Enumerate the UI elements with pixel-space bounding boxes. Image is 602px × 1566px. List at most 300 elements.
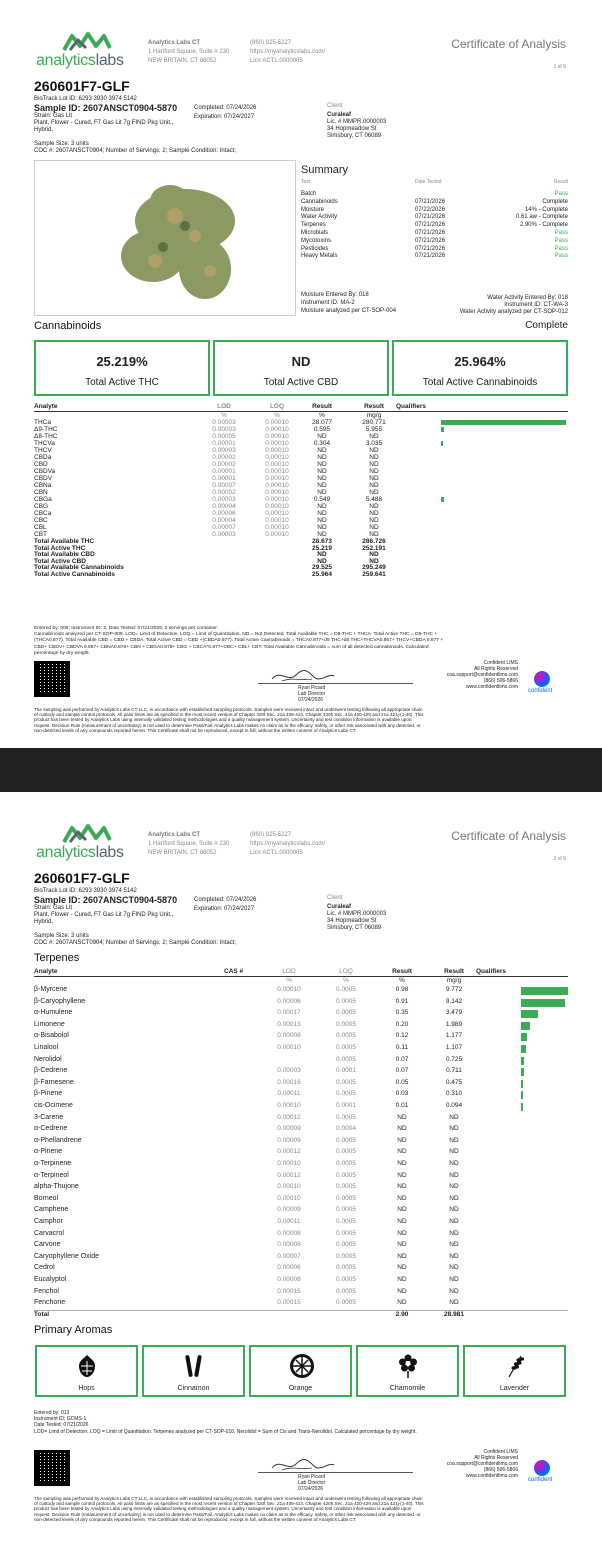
header-result-mg: Result [364, 403, 384, 410]
analyte-lod: 0.00010 [277, 1160, 301, 1167]
expiration-date: Expiration: 07/24/2027 [194, 906, 255, 912]
analyte-name: Caryophyllene Oxide [34, 1252, 99, 1260]
table-row [34, 1195, 568, 1207]
lab-address1: 1 Hartford Square, Suite # 230 [148, 49, 230, 55]
analyte-result-mg: ND [449, 1171, 459, 1179]
aroma-label: Hops [78, 1385, 95, 1392]
cannabinoid-notes [34, 626, 568, 657]
total-pct: 29.525 [312, 564, 332, 572]
table-row [34, 1276, 568, 1288]
disclaimer-line: The sampling was performed by Analytics Labs CT LLC, in accordance with established sampling protocols. Samples were received intact and underwent testing following all appropriate chain [34, 707, 423, 712]
analyte-name: Δ9-THC [34, 426, 58, 433]
total-name: Total Active CBD [34, 557, 87, 565]
product-photo [34, 160, 296, 316]
analyte-lod: 0.00015 [277, 1299, 301, 1307]
analyte-loq: 0.00010 [265, 503, 289, 510]
summary-test: Water Activity [301, 214, 338, 221]
signer-title: Lab Director [298, 1480, 326, 1486]
table-row [34, 1160, 568, 1172]
analyte-result-pct: ND [397, 1299, 407, 1307]
client-address2: Simsbury, CT 06089 [327, 925, 382, 931]
analyte-name: CBDa [34, 454, 52, 461]
disclaimer-line: request. Decision Rule (measurement of uncertainty) is not used to determine Pass/Fail. Analytics Labs makes no claim as to the efficacy, safety, or other risk associated with any detected, or [34, 1511, 421, 1517]
note-line: percentage by dry weight. [34, 650, 91, 656]
summary-result: Pass [554, 253, 568, 260]
analyte-name: Limonene [34, 1020, 65, 1028]
disclaimer [34, 1496, 568, 1522]
client-address1: 34 Hopmeadow St [327, 918, 377, 924]
total-box [392, 340, 568, 396]
qualifier-bar [521, 1080, 523, 1088]
header-result-pct: Result [392, 968, 412, 975]
strain: Strain: Gas Lit [34, 113, 73, 119]
summary-panel [300, 160, 568, 320]
summary-date: 07/22/2026 [415, 206, 446, 213]
analyte-name: α-Bisabolol [34, 1032, 69, 1040]
analyte-loq: 0.0005 [336, 1020, 356, 1028]
total-name: Total Available Cannabinoids [34, 564, 124, 572]
analyte-name: CBC [34, 517, 48, 524]
analyte-result-pct: 28.077 [312, 419, 332, 426]
analyte-result-mg: ND [449, 1148, 459, 1156]
analyte-result-mg: ND [449, 1125, 459, 1133]
analyte-name: α-Humulene [34, 1009, 73, 1017]
table-row [34, 986, 568, 998]
analyte-name: β-Pinene [34, 1090, 63, 1098]
confident-line5: www.confidentlims.com [466, 684, 518, 690]
disclaimer-line: of custody and sample control protocols. All pass limits are as specified in the most recent version of Chapter 420f Sec. 21a 408-414, Chapter 420h Sec. 21a 420-429 and 21a 421j-(1-40). This [34, 1501, 424, 1507]
lab-name: Analytics Labs CT [148, 40, 201, 46]
analyte-result-pct: ND [397, 1194, 407, 1202]
analyte-result-pct: ND [397, 1125, 407, 1133]
analyte-loq: 0.00010 [265, 426, 289, 433]
analyte-lod: 0.00007 [212, 482, 236, 489]
client-license: Lic. # MMPR.0000003 [327, 911, 387, 917]
note-line: Entered by: 005; Instrument ID: 2; Date Tested: 07/21/2026; 2 servings per container. [34, 626, 218, 631]
analyte-result-mg: 0.094 [445, 1102, 463, 1109]
analyte-lod: 0.00006 [277, 997, 301, 1005]
analyte-loq: 0.00010 [265, 489, 289, 496]
table-row [34, 1218, 568, 1230]
total-box-label: Total Active THC [85, 377, 159, 388]
analyte-lod: 0.00009 [277, 1206, 301, 1214]
analyte-lod: 0.00003 [212, 447, 236, 454]
unit-result-pct: % [399, 977, 405, 984]
sample-id: Sample ID: 2607ANSCT0904-5870 [34, 103, 178, 113]
analyte-lod: 0.00016 [277, 1078, 301, 1086]
analyte-result-pct: ND [317, 447, 327, 454]
analyte-result-mg: 0.475 [445, 1078, 463, 1086]
analyte-result-pct: ND [317, 461, 327, 468]
summary-date: 07/21/2026 [415, 253, 446, 260]
analyte-result-pct: ND [397, 1218, 407, 1225]
table-row [34, 419, 568, 426]
unit-lod: % [286, 977, 292, 984]
analyte-lod: 0.00008 [277, 1241, 301, 1249]
total-pct: ND [317, 557, 327, 565]
table-row [34, 1032, 568, 1044]
total-mg: 286.726 [362, 538, 386, 545]
analyte-result-pct: ND [317, 510, 327, 517]
signature-line [258, 1472, 413, 1473]
analyte-name: Eucalyptol [34, 1276, 67, 1283]
analyte-name: THCa [34, 419, 51, 426]
doc-title: Certificate of Analysis [451, 37, 566, 51]
analyte-lod: 0.00001 [212, 468, 236, 475]
doc-title: Certificate of Analysis [451, 829, 566, 843]
analyte-lod: 0.00012 [277, 1113, 301, 1121]
analyte-name: α-Phellandrene [34, 1136, 82, 1144]
aroma-card [356, 1345, 459, 1397]
table-row [34, 447, 568, 454]
analyte-result-mg: 3.479 [445, 1009, 463, 1017]
wa-method: Water Activity analyzed per CT-SOP-012 [459, 309, 568, 315]
lab-address2: NEW BRITAIN, CT 06052 [148, 58, 217, 64]
summary-result: Pass [554, 237, 568, 244]
signer-name: Ryan Picard [298, 1474, 326, 1480]
analyte-result-mg: 9.142 [445, 997, 463, 1005]
client-name: Curaleaf [327, 112, 352, 118]
analyte-name: CBGa [34, 496, 52, 503]
summary-row [300, 214, 568, 221]
analyte-name: β-Myrcene [34, 986, 68, 993]
analyte-name: Carvacrol [34, 1229, 64, 1237]
summary-row [300, 246, 568, 253]
qualifier-bar [441, 427, 444, 432]
disclaimer-line: of custody and sample control protocols. All pass limits are as specified in the most recent version of Chapter 420f Sec. 21a 408-414, Chapter 420h Sec. 21a 420-429 and 21a 421j-(1-40). This [34, 712, 424, 718]
biotrack-id: BioTrack Lot ID: 6293 3930 3974 5142 [34, 96, 137, 102]
table-row [34, 1125, 568, 1137]
aroma-card [249, 1345, 352, 1397]
analyte-lod: 0.00003 [212, 496, 236, 503]
analyte-name: Camphor [34, 1218, 63, 1225]
summary-result: Complete [542, 198, 568, 205]
logo-mark [62, 30, 112, 52]
analyte-result-mg: 280.771 [362, 419, 386, 426]
aroma-label: Chamomile [389, 1385, 426, 1392]
analyte-result-pct: ND [397, 1276, 407, 1283]
analyte-loq: 0.0005 [336, 1136, 356, 1144]
analyte-result-pct: ND [317, 531, 327, 538]
analyte-result-pct: 0.549 [313, 496, 331, 503]
lab-url[interactable]: https://myanalyticslabs.com/ [250, 49, 326, 55]
lab-address2: NEW BRITAIN, CT 06052 [148, 850, 217, 856]
aroma-card [142, 1345, 245, 1397]
total-pct: 25.964 [312, 571, 332, 578]
table-row [34, 510, 568, 517]
summary-col-date: Date Tested [415, 179, 442, 185]
table-row [34, 1148, 568, 1160]
client-label: Client [327, 895, 343, 901]
lab-license: Lic# ACTL.0000005 [250, 58, 303, 64]
analyte-result-pct: ND [317, 489, 327, 496]
signer-name: Ryan Picard [298, 685, 326, 691]
confident-line4: (866) 506-5866 [483, 1467, 518, 1473]
total-name: Total Available THC [34, 538, 95, 545]
analyte-name: THCV [34, 447, 52, 454]
analyte-lod: 0.00011 [277, 1090, 301, 1098]
analyte-loq: 0.0005 [336, 1090, 356, 1098]
total-name: Total Active THC [34, 544, 86, 552]
hops-icon [75, 1353, 101, 1381]
logo-word-a: analytics [36, 844, 96, 861]
total-box [213, 340, 389, 396]
table-row [34, 440, 568, 447]
analyte-name: Fenchone [34, 1299, 66, 1307]
analyte-loq: 0.00010 [265, 496, 289, 503]
note-line: Date Tested: 07/21/2026 [34, 1422, 89, 1429]
analyte-lod: 0.00001 [212, 475, 236, 482]
analyte-result-pct: 0.11 [395, 1044, 409, 1051]
analyte-loq: 0.0005 [336, 1218, 356, 1225]
analyte-result-mg: ND [449, 1183, 459, 1191]
lab-phone: (860) 925-5227 [250, 40, 292, 46]
analyte-result-pct: 0.01 [395, 1102, 409, 1109]
analyte-result-mg: ND [369, 475, 379, 482]
moisture-method: Moisture analyzed per CT-SOP-004 [301, 308, 397, 314]
table-row [34, 1067, 568, 1079]
analyte-lod: 0.00002 [212, 454, 236, 461]
analyte-loq: 0.0005 [336, 1009, 356, 1017]
summary-test: Heavy Metals [301, 253, 338, 260]
matrix: Plant, Flower - Cured, F7 Gas Lit 7g FIND Pkg Unit., [34, 120, 174, 126]
summary-test: Terpenes [301, 222, 326, 229]
table-row [34, 1021, 568, 1033]
table-row [34, 1137, 568, 1149]
qualifier-bar [521, 1010, 538, 1018]
analyte-loq: 0.0005 [336, 1171, 356, 1179]
sample-size: Sample Size: 3 units [34, 141, 89, 147]
table-row [34, 1102, 568, 1114]
analyte-lod: 0.00017 [277, 1009, 301, 1017]
qualifier-bar [521, 987, 568, 995]
analyte-lod: 0.00011 [277, 1218, 301, 1225]
analyte-result-pct: ND [397, 1229, 407, 1237]
lab-phone: (860) 925-5227 [250, 832, 292, 838]
analyte-loq: 0.0005 [336, 1032, 356, 1040]
qualifier-bar [521, 1103, 523, 1111]
table-row [34, 1172, 568, 1184]
analyte-name: alpha-Thujone [34, 1183, 79, 1191]
total-box-label: Total Active CBD [263, 377, 339, 388]
page2-content [0, 952, 602, 1566]
page-number: 2 of 5 [553, 856, 566, 862]
units-row [34, 977, 568, 984]
matrix-type: Hybrid, [34, 919, 54, 925]
analyte-result-mg: 0.711 [446, 1067, 462, 1075]
signer-date: 07/24/2026 [298, 697, 324, 703]
table-row [34, 1230, 568, 1242]
analyte-loq: 0.0005 [336, 1148, 356, 1156]
units-row [34, 412, 568, 419]
table-row [34, 1044, 568, 1056]
summary-test: Pesticides [301, 245, 329, 252]
summary-test: Batch [301, 191, 317, 197]
analyte-loq: 0.0001 [336, 1067, 356, 1075]
analyte-loq: 0.00010 [265, 524, 289, 531]
analyte-result-pct: ND [397, 1148, 407, 1156]
confident-line3: coa.support@confidentlims.com [446, 672, 518, 678]
summary-test: Mycotoxins [301, 237, 332, 244]
aroma-label: Cinnamon [177, 1385, 210, 1392]
analyte-result-pct: ND [317, 517, 327, 524]
confident-line5: www.confidentlims.com [466, 1473, 518, 1479]
table-row [34, 1079, 568, 1091]
summary-date: 07/21/2026 [415, 222, 446, 229]
header-qualifiers: Qualifiers [396, 403, 426, 410]
analyte-lod: 0.00003 [212, 426, 236, 433]
analyte-loq: 0.00010 [265, 531, 289, 538]
analyte-result-mg: ND [369, 489, 379, 496]
terpene-notes [34, 1410, 568, 1435]
summary-date: 07/21/2026 [415, 237, 446, 244]
analyte-result-pct: 0.20 [395, 1020, 409, 1028]
logo-word-b: labs [95, 52, 124, 69]
summary-result: Pass [554, 191, 568, 197]
analyte-name: α-Pinene [34, 1148, 63, 1156]
signer-date: 07/24/2026 [298, 1486, 324, 1492]
analyte-name: CBN [34, 489, 48, 496]
summary-title: Summary [301, 164, 349, 176]
table-row [34, 1183, 568, 1195]
strain: Strain: Gas Lit [34, 905, 73, 911]
analyte-lod: 0.00010 [277, 1194, 301, 1202]
summary-row [300, 207, 568, 214]
client-name: Curaleaf [327, 904, 352, 910]
summary-test: Microbials [301, 230, 329, 236]
analyte-result-mg: ND [449, 1113, 459, 1121]
client-license: Lic. # MMPR.0000003 [327, 119, 387, 125]
analyte-result-mg: 9.772 [445, 986, 463, 993]
analyte-result-pct: ND [397, 1206, 407, 1214]
analyte-name: β-Caryophyllene [34, 997, 86, 1005]
analyte-name: Linalool [34, 1044, 59, 1051]
qualifier-bar [521, 1033, 527, 1041]
summary-date: 07/21/2026 [415, 245, 446, 252]
analyte-loq: 0.0005 [336, 1160, 356, 1167]
total-mg: ND [369, 557, 379, 565]
summary-result: Pass [554, 230, 568, 236]
table-row [34, 503, 568, 510]
analyte-result-pct: ND [397, 1113, 407, 1121]
table-row [34, 1264, 568, 1276]
header-analyte: Analyte [34, 968, 58, 975]
product-code: 260601F7-GLF [34, 78, 130, 94]
moisture-entered-by: Moisture Entered By: 018 [301, 292, 369, 298]
disclaimer [34, 707, 568, 733]
total-pct: 2.90 [395, 1310, 409, 1318]
analyte-lod: 0.00010 [277, 1183, 301, 1191]
qualifier-bar [521, 1091, 523, 1099]
lab-license: Lic# ACTL.0000005 [250, 850, 303, 856]
lab-url[interactable]: https://myanalyticslabs.com/ [250, 841, 326, 847]
note-line: Instrument ID: GCMS-1 [34, 1416, 87, 1423]
analyte-lod: 0.00008 [277, 1032, 301, 1040]
analyte-result-pct: ND [317, 482, 327, 489]
summary-col-test: Test [301, 179, 311, 185]
qualifier-bar [521, 1068, 524, 1076]
coc-number: COC #: 2607ANSCT0904; Number of Servings: 2; Sample Condition: Intact; [34, 148, 237, 154]
analyte-result-mg: 0.725 [445, 1055, 463, 1063]
analyte-result-pct: 0.07 [395, 1067, 409, 1075]
qualifier-bar [441, 420, 566, 425]
table-row [34, 531, 568, 538]
header-block [0, 792, 602, 952]
analyte-name: β-Cedrene [34, 1067, 68, 1075]
analyte-loq: 0.00010 [265, 468, 289, 475]
confident-line1: Confident LIMS [483, 660, 518, 666]
analyte-name: β-Farnesene [34, 1078, 74, 1086]
table-row [34, 454, 568, 461]
analyte-result-mg: ND [449, 1287, 459, 1295]
analyte-result-pct: 0.91 [395, 997, 409, 1005]
analyte-result-mg: ND [449, 1299, 459, 1307]
table-row [34, 1056, 568, 1068]
disclaimer-line: product has been tested by Analytics Labs using internally validated testing methodologies and a quality management system. Uncertainty and test condition information is available upon [34, 1506, 412, 1512]
analyte-loq: 0.0005 [336, 1044, 356, 1051]
analyte-result-pct: ND [397, 1252, 407, 1260]
analyte-lod: 0.00006 [212, 510, 236, 517]
table-row [34, 475, 568, 482]
qualifier-bar [441, 441, 443, 446]
summary-result: 0.61 aw - Complete [515, 214, 568, 221]
client-label: Client [327, 103, 343, 109]
aroma-label: Lavender [499, 1385, 530, 1392]
aromas-title: Primary Aromas [34, 1324, 113, 1336]
table-header [34, 403, 568, 410]
analyte-result-mg: ND [369, 517, 379, 524]
analyte-result-mg: ND [369, 510, 379, 517]
analyte-result-pct: 0.595 [313, 426, 331, 433]
analyte-result-pct: 0.07 [395, 1055, 409, 1063]
analyte-name: Fenchol [34, 1287, 59, 1295]
analyte-result-mg: ND [449, 1194, 459, 1202]
analyte-lod: 0.00002 [212, 489, 236, 496]
header-cas: CAS # [224, 968, 244, 975]
total-row [34, 571, 568, 578]
analyte-result-pct: 0.98 [395, 986, 409, 993]
cannabinoids-status: Complete [525, 320, 568, 331]
table-row [34, 517, 568, 524]
total-pct: ND [317, 551, 327, 559]
analyte-name: Δ8-THC [34, 433, 58, 440]
analyte-lod: 0.00010 [277, 1044, 301, 1051]
analyte-lod: 0.00003 [212, 419, 236, 426]
analyte-result-pct: ND [397, 1183, 407, 1191]
analyte-result-mg: ND [449, 1160, 459, 1167]
analyte-result-pct: ND [317, 433, 327, 440]
wa-instrument: Instrument ID: CT-WA-3 [504, 302, 568, 308]
qualifier-bar [521, 1022, 530, 1030]
total-box-label: Total Active Cannabinoids [422, 377, 538, 388]
analyte-name: CBDVa [34, 468, 56, 475]
summary-row [300, 191, 568, 198]
analyte-loq: 0.00010 [265, 510, 289, 517]
analyte-lod: 0.00010 [277, 1102, 301, 1109]
signature-line [258, 683, 413, 684]
table-row [34, 426, 568, 433]
total-pct: 25.219 [312, 544, 332, 552]
analyte-loq: 0.00010 [265, 419, 289, 426]
analyte-lod: 0.00007 [212, 524, 236, 531]
analyte-name: 3-Carene [34, 1113, 64, 1121]
unit-lod: % [221, 412, 227, 419]
analyte-result-mg: ND [449, 1241, 459, 1249]
analyte-name: CBCa [34, 510, 52, 517]
analyte-loq: 0.00010 [265, 475, 289, 482]
confident-brand: confident [528, 688, 553, 694]
analyte-loq: 0.0005 [336, 1287, 356, 1295]
